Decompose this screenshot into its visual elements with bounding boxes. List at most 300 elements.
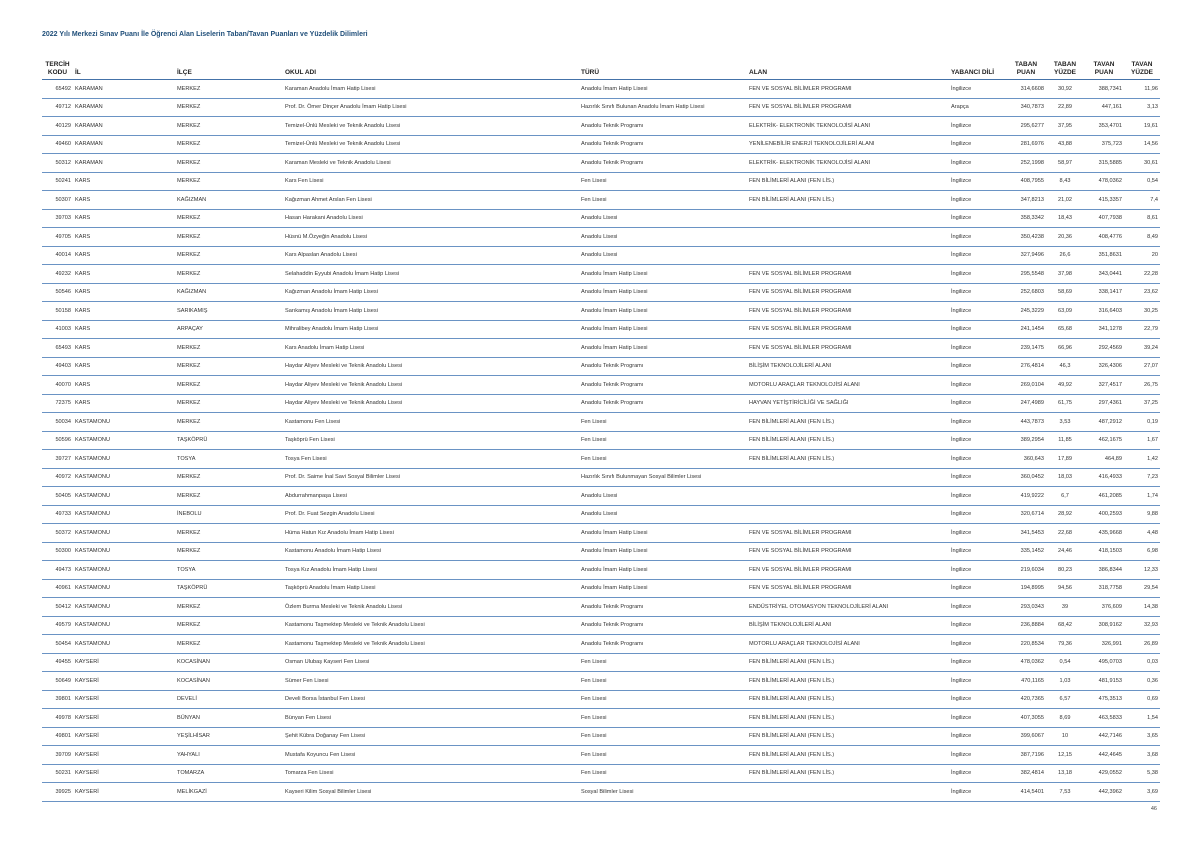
cell-okul: Kastamonu Fen Lisesi (283, 413, 579, 432)
table-row (42, 117, 1160, 136)
table-row (42, 450, 1160, 469)
cell-alan: FEN VE SOSYAL BİLİMLER PROGRAMI (747, 579, 949, 598)
cell-okul: Tosya Kız Anadolu İmam Hatip Lisesi (283, 561, 579, 580)
cell-il: KASTAMONU (73, 635, 175, 654)
cell-il: KASTAMONU (73, 561, 175, 580)
cell-dil: İngilizce (949, 653, 1006, 672)
cell-turu: Anadolu İmam Hatip Lisesi (579, 302, 747, 321)
table-row (42, 746, 1160, 765)
cell-kod: 40014 (42, 246, 73, 265)
cell-dil: İngilizce (949, 598, 1006, 617)
cell-alan: FEN BİLİMLERİ ALANI (FEN LİS.) (747, 413, 949, 432)
cell-tavan-puan: 338,1417 (1084, 283, 1124, 302)
cell-alan: FEN BİLİMLERİ ALANI (FEN LİS.) (747, 690, 949, 709)
cell-turu: Anadolu Lisesi (579, 246, 747, 265)
cell-ilce: KAĞIZMAN (175, 283, 283, 302)
cell-kod: 49712 (42, 98, 73, 117)
cell-ilce: TAŞKÖPRÜ (175, 579, 283, 598)
cell-il: KASTAMONU (73, 524, 175, 543)
cell-turu: Fen Lisesi (579, 431, 747, 450)
cell-dil: İngilizce (949, 302, 1006, 321)
cell-il: KAYSERİ (73, 709, 175, 728)
cell-tavan-yuzde: 11,96 (1124, 80, 1160, 99)
cell-taban-puan: 194,8995 (1006, 579, 1046, 598)
cell-dil: İngilizce (949, 524, 1006, 543)
cell-ilce: MERKEZ (175, 616, 283, 635)
cell-taban-yuzde: 37,95 (1046, 117, 1084, 136)
table-row (42, 431, 1160, 450)
cell-il: KASTAMONU (73, 542, 175, 561)
table-row (42, 135, 1160, 154)
cell-okul: Osman Ulubaş Kayseri Fen Lisesi (283, 653, 579, 672)
cell-okul: Özlem Burma Mesleki ve Teknik Anadolu Lisesi (283, 598, 579, 617)
cell-turu: Fen Lisesi (579, 746, 747, 765)
cell-taban-puan: 269,0104 (1006, 376, 1046, 395)
cell-taban-puan: 247,4989 (1006, 394, 1046, 413)
cell-alan: FEN BİLİMLERİ ALANI (FEN LİS.) (747, 709, 949, 728)
cell-il: KASTAMONU (73, 487, 175, 506)
cell-okul: Tomarza Fen Lisesi (283, 764, 579, 783)
cell-dil: İngilizce (949, 487, 1006, 506)
cell-kod: 49460 (42, 135, 73, 154)
cell-kod: 49801 (42, 727, 73, 746)
cell-tavan-yuzde: 0,69 (1124, 690, 1160, 709)
cell-tavan-puan: 416,4933 (1084, 468, 1124, 487)
header-alan: ALAN (747, 53, 949, 80)
cell-il: KASTAMONU (73, 505, 175, 524)
cell-il: KAYSERİ (73, 746, 175, 765)
cell-il: KARS (73, 357, 175, 376)
cell-taban-puan: 239,1475 (1006, 339, 1046, 358)
cell-turu: Fen Lisesi (579, 709, 747, 728)
cell-tavan-puan: 429,0552 (1084, 764, 1124, 783)
cell-kod: 49705 (42, 228, 73, 247)
cell-dil: İngilizce (949, 616, 1006, 635)
cell-ilce: MERKEZ (175, 228, 283, 247)
cell-alan: FEN BİLİMLERİ ALANI (FEN LİS.) (747, 727, 949, 746)
cell-kod: 50158 (42, 302, 73, 321)
cell-ilce: MERKEZ (175, 598, 283, 617)
cell-kod: 49455 (42, 653, 73, 672)
cell-turu: Hazırlık Sınıfı Bulunmayan Sosyal Bilimler Lisesi (579, 468, 747, 487)
cell-turu: Hazırlık Sınıfı Bulunan Anadolu İmam Hatip Lisesi (579, 98, 747, 117)
cell-dil: Arapça (949, 98, 1006, 117)
cell-tavan-yuzde: 3,65 (1124, 727, 1160, 746)
table-row (42, 487, 1160, 506)
cell-alan: FEN BİLİMLERİ ALANI (FEN LİS.) (747, 653, 949, 672)
cell-tavan-yuzde: 5,38 (1124, 764, 1160, 783)
cell-taban-puan: 407,3055 (1006, 709, 1046, 728)
cell-alan: FEN VE SOSYAL BİLİMLER PROGRAMI (747, 561, 949, 580)
cell-ilce: TAŞKÖPRÜ (175, 431, 283, 450)
cell-turu: Anadolu Teknik Programı (579, 598, 747, 617)
cell-taban-puan: 327,9496 (1006, 246, 1046, 265)
cell-il: KASTAMONU (73, 579, 175, 598)
table-row (42, 690, 1160, 709)
cell-dil: İngilizce (949, 579, 1006, 598)
cell-okul: Haydar Aliyev Mesleki ve Teknik Anadolu Lisesi (283, 357, 579, 376)
cell-tavan-yuzde: 23,62 (1124, 283, 1160, 302)
cell-okul: Mihralibey Anadolu İmam Hatip Lisesi (283, 320, 579, 339)
cell-il: KARS (73, 376, 175, 395)
cell-kod: 39925 (42, 783, 73, 802)
cell-dil: İngilizce (949, 635, 1006, 654)
cell-il: KARS (73, 265, 175, 284)
cell-tavan-puan: 495,0703 (1084, 653, 1124, 672)
header-taban-puan: TABAN PUAN (1006, 53, 1046, 80)
cell-kod: 50231 (42, 764, 73, 783)
cell-alan: FEN VE SOSYAL BİLİMLER PROGRAMI (747, 339, 949, 358)
cell-il: KARS (73, 283, 175, 302)
cell-ilce: MELİKGAZİ (175, 783, 283, 802)
cell-taban-yuzde: 79,36 (1046, 635, 1084, 654)
cell-kod: 39709 (42, 746, 73, 765)
cell-alan: FEN VE SOSYAL BİLİMLER PROGRAMI (747, 542, 949, 561)
cell-taban-yuzde: 43,88 (1046, 135, 1084, 154)
cell-dil: İngilizce (949, 191, 1006, 210)
cell-tavan-puan: 318,7758 (1084, 579, 1124, 598)
cell-taban-puan: 241,1454 (1006, 320, 1046, 339)
cell-taban-yuzde: 6,57 (1046, 690, 1084, 709)
table-row (42, 616, 1160, 635)
cell-kod: 50372 (42, 524, 73, 543)
cell-tavan-puan: 292,4569 (1084, 339, 1124, 358)
cell-taban-puan: 399,6067 (1006, 727, 1046, 746)
cell-kod: 50596 (42, 431, 73, 450)
cell-tavan-yuzde: 26,89 (1124, 635, 1160, 654)
cell-dil: İngilizce (949, 265, 1006, 284)
table-row (42, 98, 1160, 117)
cell-tavan-puan: 343,0441 (1084, 265, 1124, 284)
cell-turu: Anadolu Teknik Programı (579, 357, 747, 376)
cell-taban-puan: 341,5453 (1006, 524, 1046, 543)
cell-alan (747, 209, 949, 228)
cell-kod: 50649 (42, 672, 73, 691)
cell-kod: 49978 (42, 709, 73, 728)
cell-turu: Anadolu İmam Hatip Lisesi (579, 339, 747, 358)
cell-ilce: MERKEZ (175, 117, 283, 136)
cell-il: KARAMAN (73, 117, 175, 136)
cell-alan: FEN VE SOSYAL BİLİMLER PROGRAMI (747, 265, 949, 284)
cell-ilce: MERKEZ (175, 339, 283, 358)
cell-taban-yuzde: 10 (1046, 727, 1084, 746)
cell-ilce: KAĞIZMAN (175, 191, 283, 210)
cell-dil: İngilizce (949, 154, 1006, 173)
table-row (42, 468, 1160, 487)
cell-taban-puan: 293,0343 (1006, 598, 1046, 617)
cell-taban-yuzde: 11,85 (1046, 431, 1084, 450)
cell-turu: Anadolu İmam Hatip Lisesi (579, 265, 747, 284)
table-row (42, 246, 1160, 265)
cell-tavan-puan: 375,723 (1084, 135, 1124, 154)
cell-taban-puan: 347,8213 (1006, 191, 1046, 210)
cell-taban-puan: 350,4238 (1006, 228, 1046, 247)
header-il: İL (73, 53, 175, 80)
table-row (42, 228, 1160, 247)
cell-tavan-yuzde: 26,75 (1124, 376, 1160, 395)
cell-tavan-yuzde: 12,33 (1124, 561, 1160, 580)
cell-taban-yuzde: 8,69 (1046, 709, 1084, 728)
cell-okul: Tosya Fen Lisesi (283, 450, 579, 469)
cell-dil: İngilizce (949, 172, 1006, 191)
cell-taban-puan: 389,2954 (1006, 431, 1046, 450)
cell-taban-yuzde: 13,18 (1046, 764, 1084, 783)
cell-tavan-puan: 442,4645 (1084, 746, 1124, 765)
cell-tavan-puan: 326,991 (1084, 635, 1124, 654)
table-row (42, 635, 1160, 654)
cell-kod: 40129 (42, 117, 73, 136)
cell-tavan-yuzde: 20 (1124, 246, 1160, 265)
cell-ilce: MERKEZ (175, 246, 283, 265)
cell-okul: Develi Borsa İstanbul Fen Lisesi (283, 690, 579, 709)
cell-il: KAYSERİ (73, 783, 175, 802)
cell-turu: Anadolu İmam Hatip Lisesi (579, 80, 747, 99)
cell-alan: ENDÜSTRİYEL OTOMASYON TEKNOLOJİLERİ ALANI (747, 598, 949, 617)
cell-dil: İngilizce (949, 246, 1006, 265)
cell-okul: Bünyan Fen Lisesi (283, 709, 579, 728)
cell-ilce: MERKEZ (175, 209, 283, 228)
cell-tavan-yuzde: 4,48 (1124, 524, 1160, 543)
cell-ilce: MERKEZ (175, 487, 283, 506)
cell-dil: İngilizce (949, 542, 1006, 561)
cell-taban-yuzde: 22,68 (1046, 524, 1084, 543)
cell-dil: İngilizce (949, 505, 1006, 524)
cell-okul: Prof. Dr. Ömer Dinçer Anadolu İmam Hatip Lisesi (283, 98, 579, 117)
cell-taban-puan: 419,9222 (1006, 487, 1046, 506)
cell-tavan-puan: 418,1503 (1084, 542, 1124, 561)
cell-ilce: MERKEZ (175, 376, 283, 395)
cell-tavan-puan: 407,7938 (1084, 209, 1124, 228)
cell-ilce: MERKEZ (175, 635, 283, 654)
cell-taban-puan: 252,1998 (1006, 154, 1046, 173)
cell-kod: 50412 (42, 598, 73, 617)
cell-alan (747, 228, 949, 247)
cell-okul: Temizel-Ünlü Mesleki ve Teknik Anadolu Lisesi (283, 135, 579, 154)
cell-dil: İngilizce (949, 413, 1006, 432)
cell-tavan-puan: 487,2912 (1084, 413, 1124, 432)
table-body (42, 80, 1160, 802)
cell-alan (747, 783, 949, 802)
cell-turu: Anadolu İmam Hatip Lisesi (579, 320, 747, 339)
cell-taban-puan: 335,1452 (1006, 542, 1046, 561)
cell-tavan-puan: 341,1278 (1084, 320, 1124, 339)
cell-il: KARS (73, 339, 175, 358)
table-row (42, 283, 1160, 302)
cell-il: KASTAMONU (73, 598, 175, 617)
cell-taban-yuzde: 94,56 (1046, 579, 1084, 598)
table-row (42, 579, 1160, 598)
cell-tavan-puan: 462,1675 (1084, 431, 1124, 450)
cell-taban-yuzde: 21,02 (1046, 191, 1084, 210)
cell-tavan-yuzde: 1,42 (1124, 450, 1160, 469)
cell-okul: Karaman Mesleki ve Teknik Anadolu Lisesi (283, 154, 579, 173)
cell-turu: Fen Lisesi (579, 450, 747, 469)
table-row (42, 394, 1160, 413)
cell-alan: FEN VE SOSYAL BİLİMLER PROGRAMI (747, 80, 949, 99)
cell-tavan-puan: 316,6403 (1084, 302, 1124, 321)
cell-turu: Sosyal Bilimler Lisesi (579, 783, 747, 802)
table-row (42, 339, 1160, 358)
cell-tavan-puan: 388,7341 (1084, 80, 1124, 99)
cell-il: KAYSERİ (73, 653, 175, 672)
cell-tavan-puan: 308,9162 (1084, 616, 1124, 635)
cell-il: KARS (73, 209, 175, 228)
cell-tavan-puan: 376,609 (1084, 598, 1124, 617)
cell-alan: FEN BİLİMLERİ ALANI (FEN LİS.) (747, 172, 949, 191)
cell-taban-puan: 387,7196 (1006, 746, 1046, 765)
document-title: 2022 Yılı Merkezi Sınav Puanı İle Öğrenci Alan Liselerin Taban/Tavan Puanları ve Yüzdelik Dilimleri (42, 31, 368, 38)
cell-ilce: MERKEZ (175, 468, 283, 487)
table-row (42, 542, 1160, 561)
cell-tavan-yuzde: 1,74 (1124, 487, 1160, 506)
cell-taban-yuzde: 0,54 (1046, 653, 1084, 672)
cell-taban-yuzde: 20,36 (1046, 228, 1084, 247)
cell-taban-puan: 295,6277 (1006, 117, 1046, 136)
table-row (42, 598, 1160, 617)
cell-taban-puan: 276,4814 (1006, 357, 1046, 376)
cell-turu: Anadolu Teknik Programı (579, 635, 747, 654)
cell-ilce: MERKEZ (175, 135, 283, 154)
cell-tavan-puan: 478,0362 (1084, 172, 1124, 191)
header-dil: YABANCI DİLİ (949, 53, 1006, 80)
header-taban-yuzde: TABAN YÜZDE (1046, 53, 1084, 80)
cell-turu: Fen Lisesi (579, 172, 747, 191)
cell-taban-yuzde: 63,09 (1046, 302, 1084, 321)
cell-taban-puan: 252,6803 (1006, 283, 1046, 302)
cell-ilce: YEŞİLHİSAR (175, 727, 283, 746)
cell-kod: 49579 (42, 616, 73, 635)
cell-turu: Anadolu Teknik Programı (579, 135, 747, 154)
cell-ilce: MERKEZ (175, 172, 283, 191)
cell-ilce: MERKEZ (175, 413, 283, 432)
cell-dil: İngilizce (949, 80, 1006, 99)
cell-taban-puan: 414,5401 (1006, 783, 1046, 802)
cell-taban-puan: 408,7955 (1006, 172, 1046, 191)
cell-taban-yuzde: 61,75 (1046, 394, 1084, 413)
cell-kod: 49473 (42, 561, 73, 580)
cell-tavan-puan: 408,4776 (1084, 228, 1124, 247)
cell-ilce: TOMARZA (175, 764, 283, 783)
cell-kod: 65493 (42, 339, 73, 358)
cell-alan: ELEKTRİK- ELEKTRONİK TEKNOLOJİSİ ALANI (747, 117, 949, 136)
cell-dil: İngilizce (949, 209, 1006, 228)
cell-kod: 65492 (42, 80, 73, 99)
cell-ilce: MERKEZ (175, 542, 283, 561)
cell-alan: ELEKTRİK- ELEKTRONİK TEKNOLOJİSİ ALANI (747, 154, 949, 173)
cell-tavan-yuzde: 29,54 (1124, 579, 1160, 598)
cell-alan: MOTORLU ARAÇLAR TEKNOLOJİSİ ALANI (747, 376, 949, 395)
cell-alan: FEN BİLİMLERİ ALANI (FEN LİS.) (747, 450, 949, 469)
cell-ilce: MERKEZ (175, 394, 283, 413)
cell-ilce: TOSYA (175, 561, 283, 580)
cell-dil: İngilizce (949, 320, 1006, 339)
cell-okul: Kağızman Ahmet Arslan Fen Lisesi (283, 191, 579, 210)
cell-okul: Mustafa Koyuncu Fen Lisesi (283, 746, 579, 765)
cell-alan: FEN VE SOSYAL BİLİMLER PROGRAMI (747, 98, 949, 117)
cell-il: KASTAMONU (73, 413, 175, 432)
cell-kod: 50454 (42, 635, 73, 654)
cell-dil: İngilizce (949, 709, 1006, 728)
cell-il: KAYSERİ (73, 727, 175, 746)
cell-kod: 72375 (42, 394, 73, 413)
header-ilce: İLÇE (175, 53, 283, 80)
cell-turu: Anadolu Teknik Programı (579, 616, 747, 635)
table-row (42, 376, 1160, 395)
cell-taban-yuzde: 58,69 (1046, 283, 1084, 302)
cell-okul: Taşköprü Fen Lisesi (283, 431, 579, 450)
cell-dil: İngilizce (949, 394, 1006, 413)
cell-tavan-puan: 326,4306 (1084, 357, 1124, 376)
cell-alan: FEN BİLİMLERİ ALANI (FEN LİS.) (747, 431, 949, 450)
cell-tavan-puan: 463,5833 (1084, 709, 1124, 728)
cell-tavan-yuzde: 0,19 (1124, 413, 1160, 432)
cell-taban-yuzde: 58,97 (1046, 154, 1084, 173)
cell-tavan-puan: 353,4701 (1084, 117, 1124, 136)
cell-turu: Anadolu Lisesi (579, 487, 747, 506)
cell-dil: İngilizce (949, 672, 1006, 691)
cell-taban-yuzde: 8,43 (1046, 172, 1084, 191)
cell-turu: Fen Lisesi (579, 653, 747, 672)
cell-taban-yuzde: 1,03 (1046, 672, 1084, 691)
cell-taban-yuzde: 39 (1046, 598, 1084, 617)
cell-taban-yuzde: 46,3 (1046, 357, 1084, 376)
cell-dil: İngilizce (949, 376, 1006, 395)
cell-taban-puan: 478,0362 (1006, 653, 1046, 672)
table-row (42, 764, 1160, 783)
cell-okul: Kastamonu Taşmektep Mesleki ve Teknik Anadolu Lisesi (283, 635, 579, 654)
cell-dil: İngilizce (949, 561, 1006, 580)
cell-il: KASTAMONU (73, 468, 175, 487)
cell-turu: Fen Lisesi (579, 727, 747, 746)
cell-kod: 39703 (42, 209, 73, 228)
cell-il: KASTAMONU (73, 450, 175, 469)
cell-turu: Anadolu İmam Hatip Lisesi (579, 542, 747, 561)
cell-tavan-yuzde: 27,07 (1124, 357, 1160, 376)
table-row (42, 413, 1160, 432)
cell-alan: FEN VE SOSYAL BİLİMLER PROGRAMI (747, 302, 949, 321)
cell-il: KARAMAN (73, 98, 175, 117)
table-row (42, 154, 1160, 173)
cell-tavan-puan: 415,3357 (1084, 191, 1124, 210)
cell-tavan-puan: 400,2593 (1084, 505, 1124, 524)
cell-taban-puan: 470,1165 (1006, 672, 1046, 691)
cell-okul: Hüma Hatun Kız Anadolu İmam Hatip Lisesi (283, 524, 579, 543)
table-row (42, 524, 1160, 543)
cell-il: KARS (73, 172, 175, 191)
cell-kod: 50405 (42, 487, 73, 506)
cell-kod: 41003 (42, 320, 73, 339)
cell-tavan-yuzde: 8,49 (1124, 228, 1160, 247)
header-kod: TERCİH KODU (42, 53, 73, 80)
table-row (42, 265, 1160, 284)
cell-okul: Kayseri Kilim Sosyal Bilimler Lisesi (283, 783, 579, 802)
cell-taban-yuzde: 68,42 (1046, 616, 1084, 635)
cell-taban-puan: 236,8884 (1006, 616, 1046, 635)
cell-ilce: MERKEZ (175, 524, 283, 543)
cell-kod: 49403 (42, 357, 73, 376)
cell-il: KARS (73, 191, 175, 210)
cell-taban-yuzde: 22,89 (1046, 98, 1084, 117)
header-okul: OKUL ADI (283, 53, 579, 80)
cell-taban-yuzde: 65,68 (1046, 320, 1084, 339)
cell-turu: Anadolu Teknik Programı (579, 117, 747, 136)
table-row (42, 505, 1160, 524)
cell-ilce: KOCASİNAN (175, 672, 283, 691)
cell-okul: Kars Alpaslan Anadolu Lisesi (283, 246, 579, 265)
cell-turu: Fen Lisesi (579, 690, 747, 709)
table-row (42, 727, 1160, 746)
cell-kod: 50034 (42, 413, 73, 432)
